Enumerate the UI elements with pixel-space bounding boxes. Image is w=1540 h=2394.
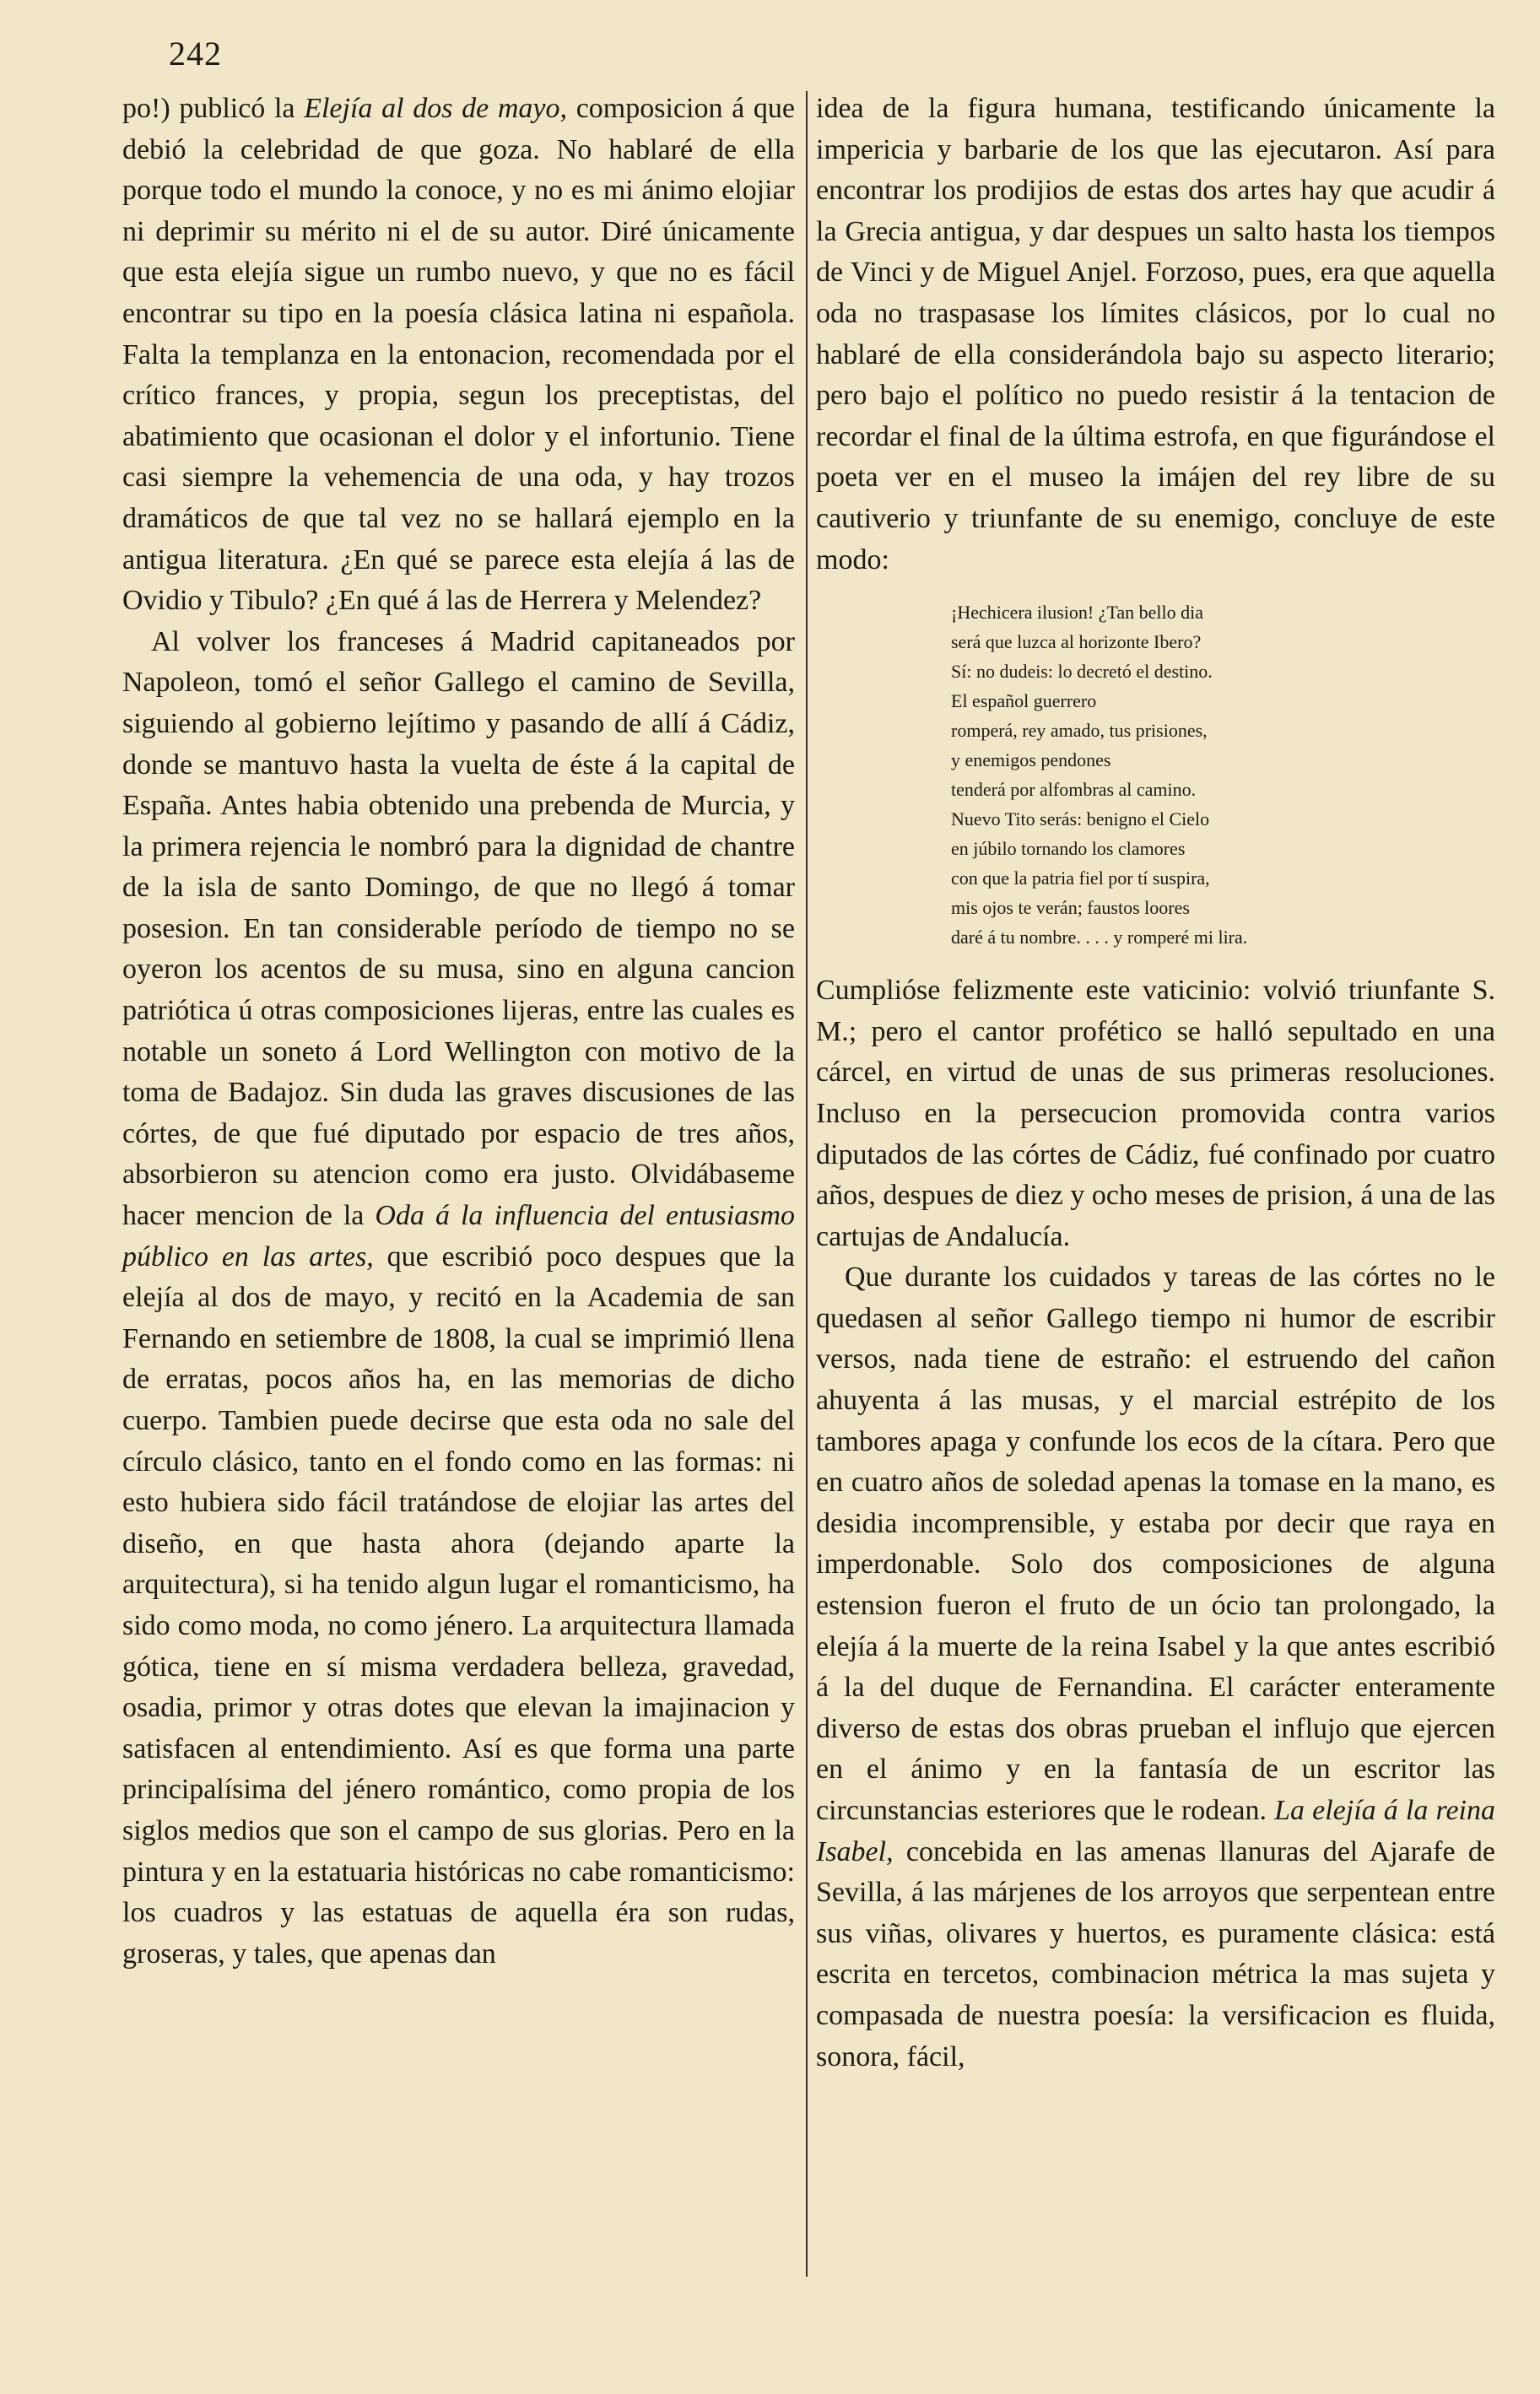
poem-verse: será que luzca al horizonte Ibero? — [951, 631, 1202, 653]
right-column — [816, 89, 1495, 2078]
italic-title: La elejía á la reina Isabel, — [816, 1795, 1495, 1867]
poem-verse: El español guerrero — [951, 690, 1097, 712]
poem-verse: daré á tu nombre. . . . y romperé mi lira. — [951, 927, 1248, 948]
paragraph — [816, 970, 1495, 1257]
text-run: idea de la figura humana, testificando únicamente la impericia y barbarie de los que las ejecutaron. Así para encontrar los prodijios de estas dos artes hay que acudir á la Grecia antigua, y dar despues un salto hasta los tiempos de Vinci y de Miguel Anjel. Forzoso, pues, era que aquella oda no traspasase los límites clásicos, por lo cual no hablaré de ella considerándola bajo su aspecto literario; pero bajo el político no puedo resistir á la tentacion de recordar el final de la última estrofa, en que figurándose el poeta ver en el museo la imájen del rey libre de su cautiverio y triunfante de su enemigo, concluye de este modo: — [816, 93, 1495, 576]
poem-quote — [951, 597, 1495, 952]
left-column — [122, 89, 795, 1975]
text-run: concebida en las amenas llanuras del Ajarafe de Sevilla, á las márjenes de los arroyos que serpentean entre sus viñas, olivares y huertos, es puramente clásica: está escrita en tercetos, combinacion métrica la mas sujeta y compasada de nuestra poesía: la versificacion es fluida, sonora, fácil, — [816, 1835, 1495, 2072]
text-run: Que durante los cuidados y tareas de las córtes no le quedasen al señor Gallego tiempo ni humor de escribir versos, nada tiene de estraño: el estruendo del cañon ahuyenta á las musas, y el marcial estrépito de los tambores apaga y confunde los ecos de la cítara. Pero que en cuatro años de soledad apenas la tomase en la mano, es desidia incomprensible, y estaba por decir que raya en imperdonable. Solo dos composiciones de alguna estension fueron el fruto de un ócio tan prolongado, la elejía á la muerte de la reina Isabel y la que antes escribió á la del duque de Fernandina. El carácter enteramente diverso de estas dos obras prueban el influjo que ejercen en el ánimo y en la fantasía de un escritor las circunstancias esteriores que le rodean. — [816, 1262, 1495, 1826]
poem-verse: tenderá por alfombras al camino. — [951, 779, 1197, 801]
poem-verse: Nuevo Tito serás: benigno el Cielo — [951, 808, 1210, 830]
poem-verse: con que la patria fiel por tí suspira, — [951, 867, 1210, 889]
poem-verse: mis ojos te verán; faustos loores — [951, 897, 1190, 919]
text-run: Cumplióse felizmente este vaticinio: volvió triunfante S. M.; pero el cantor profético se halló sepultado en una cárcel, en virtud de unas de sus primeras resoluciones. Incluso en la persecucion promovida contra varios diputados de las córtes de Cádiz, fué confinado por cuatro años, despues de diez y ocho meses de prision, á una de las cartujas de Andalucía. — [816, 975, 1495, 1252]
text-run: Al volver los franceses á Madrid capitaneados por Napoleon, tomó el señor Gallego el camino de Sevilla, siguiendo al gobierno lejítimo y pasando de allí á Cádiz, donde se mantuvo hasta la vuelta de éste á la capital de España. Antes habia obtenido una prebenda de Murcia, y la primera rejencia le nombró para la dignidad de chantre de la isla de santo Domingo, de que no llegó á tomar posesion. En tan considerable período de tiempo no se oyeron los acentos de su musa, sino en alguna cancion patriótica ú otras composiciones lijeras, entre las cuales es notable un soneto á Lord Wellington con motivo de la toma de Badajoz. Sin duda las graves discusiones de las córtes, de que fué diputado por espacio de tres años, absorbieron su atencion como era justo. Olvidábaseme hacer mencion de la — [122, 625, 795, 1232]
italic-title: Oda á la influencia del entusiasmo público en las artes, — [122, 1200, 795, 1273]
text-run: que escribió poco despues que la elejía al dos de mayo, y recitó en la Academia de san Fernando en setiembre de 1808, la cual se imprimió llena de erratas, pocos años ha, en las memorias de dicho cuerpo. Tambien puede decirse que esta oda no sale del círculo clásico, tanto en el fondo como en las formas: ni esto hubiera sido fácil tratándose de elojiar las artes del diseño, en que hasta ahora (dejando aparte la arquitectura), si ha tenido algun lugar el romanticismo, ha sido como moda, no como jénero. La arquitectura llamada gótica, tiene en sí misma verdadera belleza, gravedad, osadia, primor y otras dotes que elevan la imajinacion y satisfacen al entendimiento. Así es que forma una parte principalísima del jénero romántico, como propia de los siglos medios que son el campo de sus glorias. Pero en la pintura y en la estatuaria históricas no cabe romanticismo: los cuadros y las estatuas de aquella éra son rudas, groseras, y tales, que apenas dan — [122, 1240, 795, 1970]
text-run: po!) publicó la — [122, 93, 305, 124]
poem-verse: romperá, rey amado, tus prisiones, — [951, 720, 1208, 742]
page-number: 242 — [169, 35, 222, 73]
poem-verse: y enemigos pendones — [951, 749, 1111, 771]
paragraph — [122, 89, 795, 622]
text-run: composicion á que debió la celebridad de que goza. No hablaré de ella porque todo el mundo la conoce, y no es mi ánimo elojiar ni deprimir su mérito ni el de su autor. Diré únicamente que esta elejía sigue un rumbo nuevo, y que no es fácil encontrar su tipo en la poesía clásica latina ni española. Falta la templanza en la entonacion, recomendada por el crítico frances, y propia, segun los preceptistas, del abatimiento que ocasionan el dolor y el infortunio. Tiene casi siempre la vehemencia de una oda, y hay trozos dramáticos de que tal vez no se hallará ejemplo en la antigua literatura. ¿En qué se parece esta elejía á las de Ovidio y Tibulo? ¿En qué á las de Herrera y Melendez? — [122, 93, 795, 617]
column-divider — [806, 91, 808, 2277]
poem-verse: en júbilo tornando los clamores — [951, 838, 1186, 860]
italic-title: Elejía al dos de mayo, — [304, 93, 568, 124]
paragraph — [816, 1257, 1495, 2078]
poem-verse: Sí: no dudeis: lo decretó el destino. — [951, 661, 1213, 683]
paragraph — [816, 89, 1495, 581]
paragraph — [122, 622, 795, 1975]
poem-verse: ¡Hechicera ilusion! ¿Tan bello dia — [951, 602, 1203, 624]
